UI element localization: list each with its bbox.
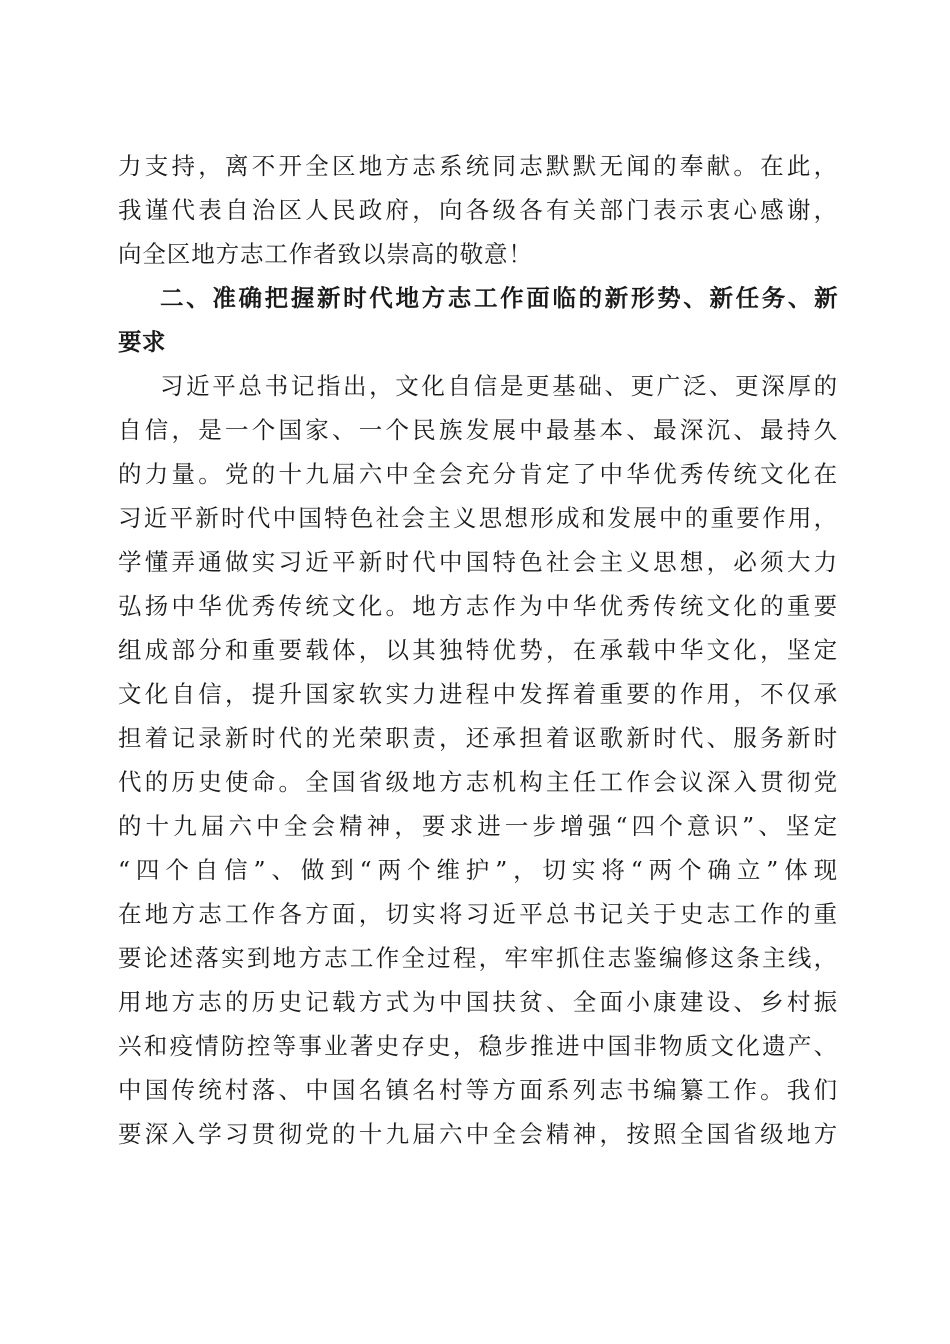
heading-line: 要求 — [118, 328, 166, 356]
paragraph-line: 用地方志的历史记载方式为中国扶贫、全面小康建设、乡村振 — [118, 988, 838, 1016]
paragraph-line: 要论述落实到地方志工作全过程，牢牢抓住志鉴编修这条主线， — [118, 944, 838, 972]
paragraph-line: 学懂弄通做实习近平新时代中国特色社会主义思想，必须大力 — [118, 548, 838, 576]
heading-line: 二、准确把握新时代地方志工作面临的新形势、新任务、新 — [160, 284, 838, 312]
paragraph-line: 组成部分和重要载体，以其独特优势，在承载中华文化，坚定 — [118, 636, 838, 664]
paragraph-line: 的力量。党的十九届六中全会充分肯定了中华优秀传统文化在 — [118, 460, 838, 488]
paragraph-line: 代的历史使命。全国省级地方志机构主任工作会议深入贯彻党 — [118, 768, 838, 796]
paragraph-line: 文化自信，提升国家软实力进程中发挥着重要的作用，不仅承 — [118, 680, 838, 708]
paragraph-line: 力支持，离不开全区地方志系统同志默默无闻的奉献。在此， — [118, 152, 838, 180]
paragraph-line: 习近平新时代中国特色社会主义思想形成和发展中的重要作用， — [118, 504, 838, 532]
paragraph-line: 的十九届六中全会精神，要求进一步增强“四个意识”、坚定 — [118, 812, 838, 840]
paragraph-line: 在地方志工作各方面，切实将习近平总书记关于史志工作的重 — [118, 900, 838, 928]
paragraph-line: 我谨代表自治区人民政府，向各级各有关部门表示衷心感谢， — [118, 196, 838, 224]
paragraph-line: 弘扬中华优秀传统文化。地方志作为中华优秀传统文化的重要 — [118, 592, 838, 620]
paragraph-line: 向全区地方志工作者致以崇高的敬意！ — [118, 240, 533, 268]
paragraph-line: 自信，是一个国家、一个民族发展中最基本、最深沉、最持久 — [118, 416, 838, 444]
paragraph-line: 要深入学习贯彻党的十九届六中全会精神，按照全国省级地方 — [118, 1120, 838, 1148]
paragraph-line: 担着记录新时代的光荣职责，还承担着讴歌新时代、服务新时 — [118, 724, 838, 752]
paragraph-line: 中国传统村落、中国名镇名村等方面系列志书编纂工作。我们 — [118, 1076, 838, 1104]
paragraph-line: 习近平总书记指出，文化自信是更基础、更广泛、更深厚的 — [160, 372, 838, 400]
paragraph-line: “四个自信”、做到“两个维护”，切实将“两个确立”体现 — [118, 856, 838, 884]
paragraph-line: 兴和疫情防控等事业著史存史，稳步推进中国非物质文化遗产、 — [118, 1032, 838, 1060]
